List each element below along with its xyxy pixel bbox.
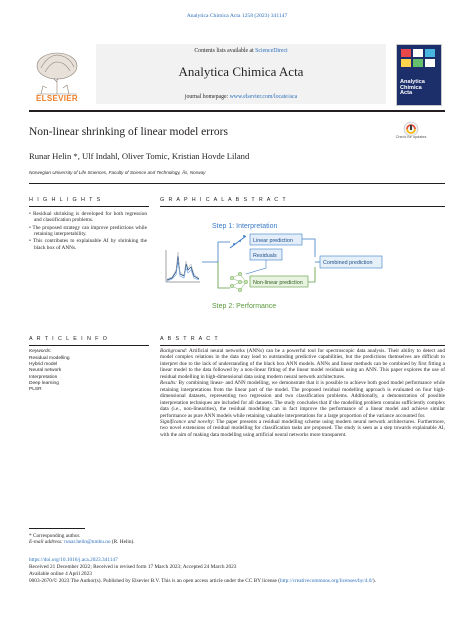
elsevier-wordmark: ELSEVIER xyxy=(36,94,78,103)
step-1-label: Step 1: Interpretation xyxy=(212,223,278,230)
journal-citation-link[interactable]: Analytica Chimica Acta 1258 (2023) 341147 xyxy=(186,13,288,19)
linear-prediction-label: Linear prediction xyxy=(253,238,293,244)
footnote xyxy=(29,533,135,546)
highlight-item: • The proposed strategy can improve predictions while retaining interpretability. xyxy=(29,224,147,238)
results-text: By combining linear- and ANN modelling, we demonstrate that it is possible to achieve both good model performance while retaining interpretations from the linear part of the model. The proposed residual modelling approach is evaluated on four high-dimensional datasets, representing two regression and two classification problems. Additionally, a demonstration of possible interpretation techniques are included for all datasets. The study concludes that if the modelling problem contains sufficiently complex data (i.e., non-linearities), the residual modelling can in fact improve the performance of a linear model and achieve similar performance as pure ANN models while retaining valuable interpretations for a large proportion of the variance accounted for. xyxy=(160,380,446,419)
doi-link[interactable]: https://doi.org/10.1016/j.aca.2023.341147 xyxy=(29,557,118,563)
neural-network-icon xyxy=(230,272,248,292)
email-suffix: (R. Helin). xyxy=(110,539,135,546)
step-2-label: Step 2: Performance xyxy=(212,303,277,310)
combined-prediction-label: Combined prediction xyxy=(323,260,373,266)
highlight-text: This contributes to explainable AI by shrinking the black box of ANNs. xyxy=(32,238,147,251)
keywords-list xyxy=(29,356,70,393)
email-link[interactable]: runar.helin@nmbu.no xyxy=(64,539,111,546)
keyword-item: Neural network xyxy=(29,368,62,374)
author-list: Runar Helin *, Ulf Indahl, Oliver Tomic, Kristian Hovde Liland xyxy=(29,151,250,161)
abstract-heading: A B S T R A C T xyxy=(160,336,220,342)
check-for-updates-label[interactable]: Check for updates xyxy=(395,135,427,139)
keyword-item: Hybrid model xyxy=(29,362,58,368)
received-dates: Received 21 December 2022; Received in revised form 17 March 2023; Accepted 24 March 2023 xyxy=(29,564,237,570)
abstract-rule xyxy=(160,345,445,346)
check-for-updates-icon[interactable] xyxy=(398,120,424,144)
contents-line xyxy=(96,48,386,54)
journal-name[interactable]: Analytica Chimica Acta xyxy=(178,64,304,79)
linear-model-icon xyxy=(230,235,246,248)
available-online: Available online 4 April 2023 xyxy=(29,571,92,577)
email-label: E-mail address: xyxy=(29,539,63,546)
article-title: Non-linear shrinking of linear model errors xyxy=(29,126,228,138)
graphical-abstract-heading: G R A P H I C A L A B S T R A C T xyxy=(160,197,288,203)
email-line xyxy=(29,539,135,545)
highlights-list xyxy=(29,211,147,252)
abstract-body xyxy=(160,348,445,438)
highlight-item: • This contributes to explainable AI by shrinking the black box of ANNs. xyxy=(29,238,147,251)
residuals-label: Residuals xyxy=(253,253,277,259)
cover-art-icon xyxy=(397,45,441,75)
footnote-rule xyxy=(29,528,85,529)
affiliation-rule xyxy=(29,183,445,184)
homepage-prefix: journal homepage: xyxy=(184,94,230,100)
keyword-item: Residual modelling xyxy=(29,356,70,361)
header-rule xyxy=(29,110,445,112)
graphical-abstract-figure xyxy=(160,212,445,332)
highlights-heading: H I G H L I G H T S xyxy=(29,197,102,203)
sciencedirect-link[interactable]: ScienceDirect xyxy=(255,48,288,54)
corresponding-author-note: * Corresponding author. xyxy=(29,533,81,539)
copyright-end: ). xyxy=(372,578,376,584)
cover-title-line: Chimica xyxy=(400,84,422,91)
copyright-line xyxy=(29,578,449,585)
affiliation: Norwegian University of Life Sciences, Faculty of Science and Technology, Ås, Norway xyxy=(29,170,206,175)
homepage-line xyxy=(96,94,386,100)
spectra-plot-icon xyxy=(166,250,200,282)
license-link[interactable]: http://creativecommons.org/licenses/by/4.0/ xyxy=(279,578,373,584)
abstract-results xyxy=(160,380,445,419)
copyright-text: 0003-2670/© 2023 The Author(s). Published by Elsevier B.V. This is an open access article under the CC BY license ( xyxy=(29,578,280,584)
keywords-label: Keywords: xyxy=(29,349,52,354)
abstract-background xyxy=(160,348,445,380)
article-info-rule xyxy=(29,345,149,346)
background-label: Background: xyxy=(160,348,188,354)
nonlinear-prediction-label: Non-linear prediction xyxy=(253,280,303,286)
keyword-item: PLSR xyxy=(29,387,42,393)
background-text: Artificial neural networks (ANNs) can be a powerful tool for spectroscopic data analysis. Their ability to detect and model complex relations in the data may lead to outstanding predictive capabilities, but the predictions themselves are difficult to interpret due to the lack of understanding of the black box ANN models. ANNs and linear methods can be combined by first fitting a linear model to the data followed by a non-linear fitting of the linear model residuals using an ANN. This paper explores the use of residual modelling in high-dimensional data using modern neural network architectures. xyxy=(160,348,445,380)
results-label: Results: xyxy=(160,380,177,387)
homepage-link[interactable]: www.elsevier.com/locate/aca xyxy=(229,94,298,100)
highlight-item: • Residual shrinking is developed for both regression and classification problems. xyxy=(29,211,148,224)
cover-title xyxy=(400,80,442,97)
contents-prefix: Contents lists available at xyxy=(194,48,256,54)
highlight-text: The proposed strategy can improve predictions while retaining interpretability. xyxy=(32,224,147,238)
highlights-rule xyxy=(29,206,149,207)
highlight-text: Residual shrinking is developed for both regression and classification problems. xyxy=(33,211,148,224)
publication-info xyxy=(29,557,449,585)
abstract-significance xyxy=(160,419,445,438)
significance-label: Significance and novelty: xyxy=(160,418,215,425)
cover-title-line: Analytica xyxy=(400,79,425,85)
keyword-item: Deep learning xyxy=(29,380,59,386)
cover-title-line: Acta xyxy=(400,90,413,97)
graphical-abstract-rule xyxy=(160,206,445,207)
significance-text: The paper presents a residual modelling scheme using modern neural network architectures. Furthermore, two novel extensions of residual modelling for classification tasks are proposed. The study is seen as a step towards explainable AI, with the aim of making data modelling using artificial neural networks more transparent. xyxy=(160,418,446,438)
article-info-heading: A R T I C L E I N F O xyxy=(29,336,109,342)
keyword-item: Interpretation xyxy=(29,374,58,380)
